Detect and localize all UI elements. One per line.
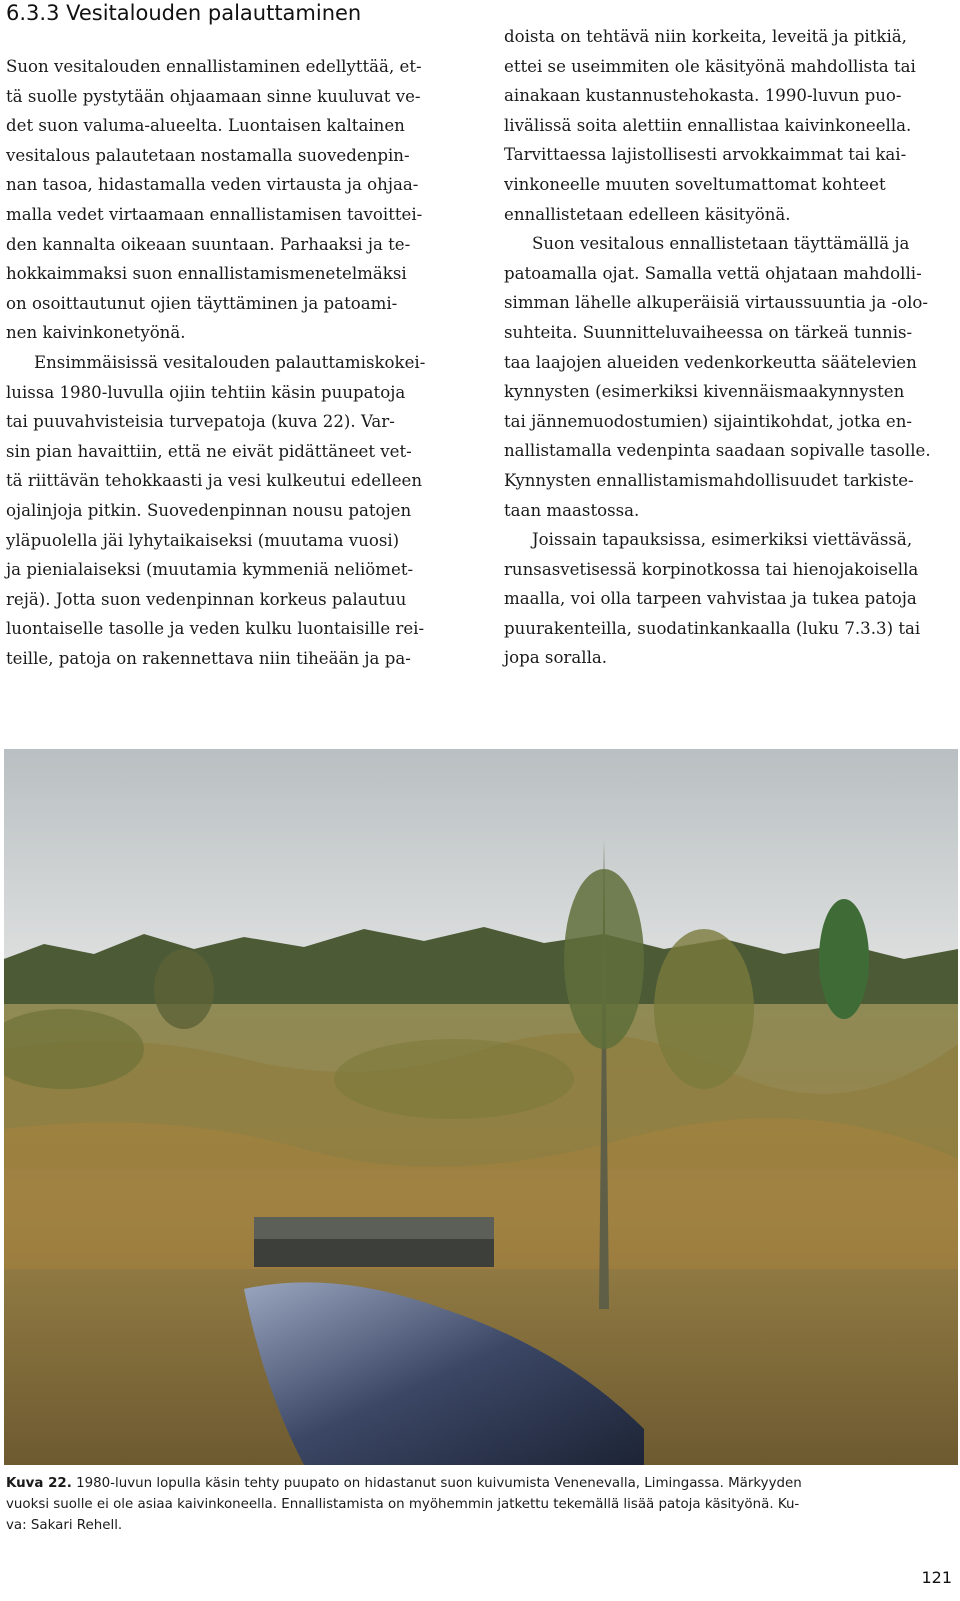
- section-heading: 6.3.3 Vesitalouden palauttaminen: [6, 1, 362, 25]
- caption-label: Kuva 22.: [6, 1476, 72, 1491]
- tree: [819, 899, 869, 1019]
- page-number: 121: [921, 1568, 952, 1587]
- paragraph: Suon vesitalouden ennallistaminen edellyttää, et- tä suolle pystytään ohjaamaan sinne kuuluvat ve- det suon valuma-alueelta. Luontaisen kaltainen vesitalous palautetaan nostamalla suovedenpin- nan tasoa, hidastamalla veden virtausta ja ohjaa- malla vedet virtaamaan ennallistamisen tavoittei- den kannalta oikeaan suuntaan. Parhaaksi ja te- hokkaimmaksi suon ennallistamismenetelmäksi on osoittautunut ojien täyttäminen ja patoami- nen kaivinkonetyönä.: [6, 57, 423, 343]
- paragraph: Joissain tapauksissa, esimerkiksi viettävässä, runsasvetisessä korpinotkossa tai hienojakoisella maalla, voi olla tarpeen vahvistaa ja tukea patoja puurakenteilla, suodatinkankaalla (luku 7.3.3) tai jopa soralla.: [504, 530, 921, 668]
- figure-caption: [6, 1473, 958, 1536]
- tree: [564, 869, 644, 1049]
- tree: [654, 929, 754, 1089]
- left-text-column: [6, 52, 458, 673]
- paragraph: doista on tehtävä niin korkeita, leveitä ja pitkiä, ettei se useimmiten ole käsityönä mahdollista tai ainakaan kustannustehokasta. 1990-luvun puo- livälissä soita alettiin ennallistaa kaivinkoneella. Tarvittaessa lajistollisesti arvokkaimmat tai kai- vinkoneelle muuten soveltumattomat kohteet ennallistetaan edelleen käsityönä.: [504, 27, 916, 224]
- wooden-dam: [254, 1239, 494, 1267]
- figure-photo: [4, 749, 958, 1465]
- paragraph: Suon vesitalous ennallistetaan täyttämällä ja patoamalla ojat. Samalla vettä ohjataan mahdolli- simman lähelle alkuperäisiä virtaussuuntia ja -olo- suhteita. Suunnitteluvaiheessa on tärkeä tunnis- taa laajojen alueiden vedenkorkeutta säätelevien kynnysten (esimerkiksi kivennäismaakynnysten tai jännemuodostumien) sijaintikohdat, jotka en- nallistamalla vedenpinta saadaan sopivalle tasolle. Kynnysten ennallistamismahdollisuudet tarkiste- taan maastossa.: [504, 234, 931, 520]
- paragraph: Ensimmäisissä vesitalouden palauttamiskokei- luissa 1980-luvulla ojiin tehtiin käsin puupatoja tai puuvahvisteisia turvepatoja (kuva 22). Var- sin pian havaittiin, että ne eivät pidättäneet vet- tä riittävän tehokkaasti ja vesi kulkeutui edelleen ojalinjoja pitkin. Suovedenpinnan nousu patojen yläpuolella jäi lyhytaikaiseksi (muutama vuosi) ja pienialaiseksi (muutamia kymmeniä neliömet- rejä). Jotta suon vedenpinnan korkeus palautuu luontaiselle tasolle ja veden kulku luontaisille rei- teille, patoja on rakennettava niin tiheään ja pa-: [6, 352, 426, 668]
- tree: [154, 949, 214, 1029]
- caption-text: 1980-luvun lopulla käsin tehty puupato on hidastanut suon kuivumista Venenevalla, Limingassa. Märkyyden vuoksi suolle ei ole asiaa kaivinkoneella. Ennallistamista on myöhemmin jatkettu tekemällä lisää patoja käsityönä. Ku- va: Sakari Rehell.: [6, 1476, 802, 1533]
- shrubs: [334, 1039, 574, 1119]
- right-text-column: [504, 22, 956, 673]
- wooden-dam: [254, 1217, 494, 1239]
